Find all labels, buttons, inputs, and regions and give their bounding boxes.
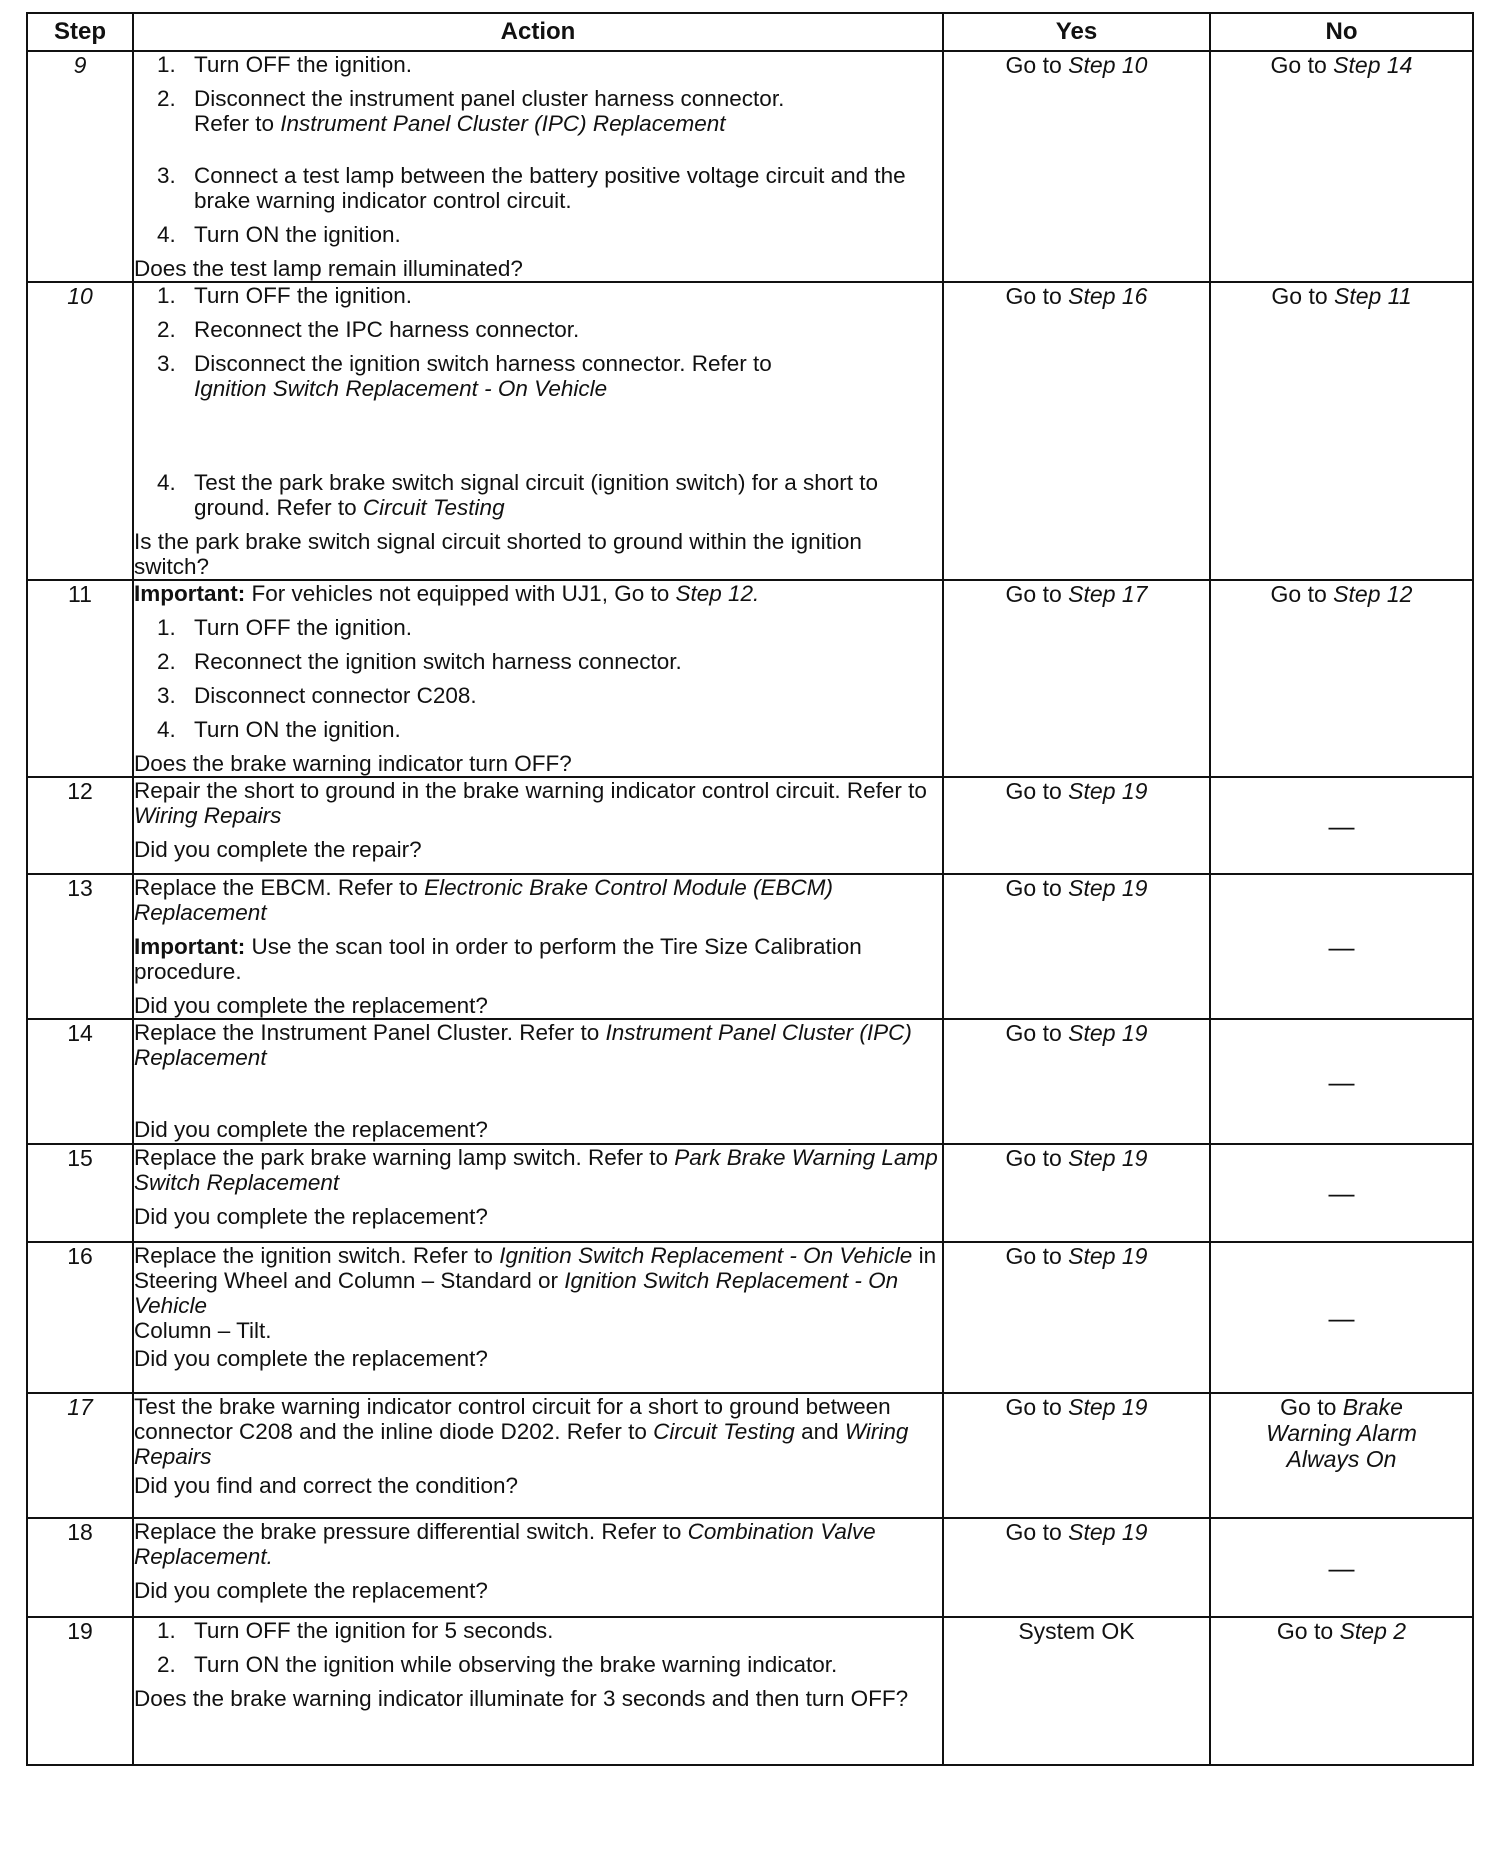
header-action: Action (133, 13, 943, 51)
instruction-text: Repair the short to ground in the brake warning indicator control circuit. Refer to Wiring Repairs (134, 778, 927, 828)
table-row-step-9 (27, 51, 1473, 282)
action-cell (133, 1019, 943, 1144)
reference-link[interactable]: Circuit Testing (362, 495, 505, 520)
table-row-step-18 (27, 1518, 1473, 1617)
action-cell (133, 580, 943, 777)
step-number: 18 (27, 1518, 133, 1617)
reference-link[interactable]: Circuit Testing (653, 1419, 795, 1444)
no-cell: Go to Step 12 (1210, 580, 1473, 777)
yes-cell: Go to Step 19 (943, 777, 1210, 874)
list-item: 4. Turn ON the ignition. (157, 717, 401, 742)
list-item: 2. Disconnect the instrument panel cluster harness connector. Refer to Instrument Panel Cluster (IPC) Replacement (157, 86, 785, 136)
yes-cell: Go to Step 16 (943, 282, 1210, 580)
reference-link[interactable]: Wiring Repairs (134, 1419, 909, 1469)
action-cell (133, 1617, 943, 1765)
header-row (27, 13, 1473, 51)
list-item: 2. Reconnect the IPC harness connector. (157, 317, 580, 342)
table-row-step-15 (27, 1144, 1473, 1242)
yes-cell: Go to Step 19 (943, 1019, 1210, 1144)
step-number: 16 (27, 1242, 133, 1393)
list-item: 1. Turn OFF the ignition for 5 seconds. (157, 1618, 554, 1643)
no-cell: — (1210, 777, 1473, 874)
reference-link[interactable]: Combination Valve Replacement. (134, 1519, 876, 1569)
goto-link[interactable]: Brake Warning Alarm Always On (1266, 1394, 1417, 1472)
question: Does the test lamp remain illuminated? (134, 256, 523, 281)
goto-link[interactable]: Step 12 (1333, 581, 1413, 607)
step-number: 14 (27, 1019, 133, 1144)
question: Did you complete the replacement? (134, 1117, 488, 1142)
yes-cell: Go to Step 19 (943, 874, 1210, 1019)
list-item: 3. Connect a test lamp between the battery positive voltage circuit and the brake warning indicator control circuit. (157, 163, 906, 213)
list-item: 4. Test the park brake switch signal circuit (ignition switch) for a short to ground. Refer to Circuit Testing (157, 470, 879, 520)
header-step: Step (27, 13, 133, 51)
reference-link[interactable]: Ignition Switch Replacement - On Vehicle (134, 1268, 899, 1318)
header-no: No (1210, 13, 1473, 51)
question: Is the park brake switch signal circuit shorted to ground within the ignition switch? (134, 529, 862, 579)
list-item: 1. Turn OFF the ignition. (157, 283, 413, 308)
action-cell (133, 874, 943, 1019)
question: Did you complete the replacement? (134, 993, 488, 1018)
reference-link[interactable]: Instrument Panel Cluster (IPC) Replacement (280, 111, 726, 136)
action-cell (133, 282, 943, 580)
question: Did you complete the repair? (134, 837, 422, 862)
list-item: 1. Turn OFF the ignition. (157, 52, 413, 77)
no-cell: — (1210, 1144, 1473, 1242)
table-row-step-10 (27, 282, 1473, 580)
instruction-text: Replace the EBCM. Refer to Electronic Brake Control Module (EBCM) Replacement (134, 875, 834, 925)
step-number: 17 (27, 1393, 133, 1518)
reference-link[interactable]: Ignition Switch Replacement - On Vehicle (499, 1243, 913, 1268)
reference-link[interactable]: Wiring Repairs (134, 803, 282, 828)
no-cell: — (1210, 1518, 1473, 1617)
question: Did you complete the replacement? (134, 1204, 488, 1229)
table-row-step-12 (27, 777, 1473, 874)
instruction-text: Replace the ignition switch. Refer to Ignition Switch Replacement - On Vehicle in Steering Wheel and Column – Standard or Ignition Switch Replacement - On Vehicle Column – Tilt. (134, 1243, 937, 1343)
table-row-step-11 (27, 580, 1473, 777)
goto-link[interactable]: Step 19 (1068, 875, 1148, 901)
reference-link[interactable]: Park Brake Warning Lamp Switch Replacement (134, 1145, 938, 1195)
table-row-step-19 (27, 1617, 1473, 1765)
question: Does the brake warning indicator illuminate for 3 seconds and then turn OFF? (134, 1686, 909, 1711)
table-row-step-14 (27, 1019, 1473, 1144)
no-cell: — (1210, 1019, 1473, 1144)
header-yes: Yes (943, 13, 1210, 51)
yes-cell: Go to Step 17 (943, 580, 1210, 777)
table-row-step-13 (27, 874, 1473, 1019)
step-number: 13 (27, 874, 133, 1019)
goto-link[interactable]: Step 19 (1068, 1394, 1148, 1420)
no-cell: — (1210, 1242, 1473, 1393)
reference-link[interactable]: Electronic Brake Control Module (EBCM) Replacement (134, 875, 834, 925)
yes-cell: Go to Step 19 (943, 1242, 1210, 1393)
list-item: 4. Turn ON the ignition. (157, 222, 401, 247)
yes-cell: Go to Step 19 (943, 1518, 1210, 1617)
no-cell: Go to Step 14 (1210, 51, 1473, 282)
question: Did you find and correct the condition? (134, 1473, 518, 1498)
action-cell (133, 51, 943, 282)
diagnostic-table-page (26, 12, 1472, 1766)
no-cell: — (1210, 874, 1473, 1019)
goto-link[interactable]: Step 11 (1334, 283, 1412, 309)
goto-link[interactable]: Step 19 (1068, 1243, 1148, 1269)
action-cell (133, 777, 943, 874)
step-number: 11 (27, 580, 133, 777)
step-number: 15 (27, 1144, 133, 1242)
list-item: 3. Disconnect connector C208. (157, 683, 477, 708)
list-item: 2. Reconnect the ignition switch harness connector. (157, 649, 682, 674)
yes-cell: System OK (943, 1617, 1210, 1765)
instruction-text: Replace the park brake warning lamp switch. Refer to Park Brake Warning Lamp Switch Replacement (134, 1145, 938, 1195)
action-cell (133, 1144, 943, 1242)
diagnostic-table (26, 12, 1474, 1766)
action-cell (133, 1393, 943, 1518)
yes-cell: Go to Step 19 (943, 1144, 1210, 1242)
action-cell (133, 1242, 943, 1393)
reference-link[interactable]: Step 12. (675, 581, 760, 606)
step-number: 19 (27, 1617, 133, 1765)
important-note: Important: For vehicles not equipped with UJ1, Go to Step 12. (134, 581, 760, 606)
goto-link[interactable]: Step 19 (1068, 1020, 1148, 1046)
table-row-step-17 (27, 1393, 1473, 1518)
no-cell: Go to Step 11 (1210, 282, 1473, 580)
question: Does the brake warning indicator turn OFF? (134, 751, 572, 776)
goto-link[interactable]: Step 16 (1068, 283, 1148, 309)
yes-cell: Go to Step 10 (943, 51, 1210, 282)
goto-link[interactable]: Step 17 (1068, 581, 1148, 607)
goto-link[interactable]: Step 10 (1068, 52, 1148, 78)
list-item: 3. Disconnect the ignition switch harness connector. Refer to Ignition Switch Replacement - On Vehicle (157, 351, 772, 401)
question: Did you complete the replacement? (134, 1346, 488, 1371)
step-number: 10 (27, 282, 133, 580)
reference-link[interactable]: Instrument Panel Cluster (IPC) Replacement (134, 1020, 912, 1070)
list-item: 2. Turn ON the ignition while observing the brake warning indicator. (157, 1652, 838, 1677)
action-cell (133, 1518, 943, 1617)
yes-cell: Go to Step 19 (943, 1393, 1210, 1518)
reference-link[interactable]: Ignition Switch Replacement - On Vehicle (194, 376, 608, 401)
step-number: 9 (27, 51, 133, 282)
goto-link[interactable]: Step 14 (1333, 52, 1413, 78)
table-row-step-16 (27, 1242, 1473, 1393)
instruction-text: Replace the brake pressure differential switch. Refer to Combination Valve Replacement. (134, 1519, 876, 1569)
instruction-text: Test the brake warning indicator control circuit for a short to ground between connector C208 and the inline diode D202. Refer to Circuit Testing and Wiring Repairs (134, 1394, 909, 1469)
step-number: 12 (27, 777, 133, 874)
goto-link[interactable]: Step 19 (1068, 778, 1148, 804)
no-cell: Go to Step 2 (1210, 1617, 1473, 1765)
goto-link[interactable]: Step 2 (1339, 1618, 1407, 1644)
important-note: Important: Use the scan tool in order to perform the Tire Size Calibration procedure. (134, 934, 862, 984)
goto-link[interactable]: Step 19 (1068, 1519, 1148, 1545)
goto-link[interactable]: Step 19 (1068, 1145, 1148, 1171)
list-item: 1. Turn OFF the ignition. (157, 615, 413, 640)
question: Did you complete the replacement? (134, 1578, 488, 1603)
instruction-text: Replace the Instrument Panel Cluster. Refer to Instrument Panel Cluster (IPC) Replacement (134, 1020, 912, 1070)
no-cell: Go to Brake Warning Alarm Always On (1210, 1393, 1473, 1518)
